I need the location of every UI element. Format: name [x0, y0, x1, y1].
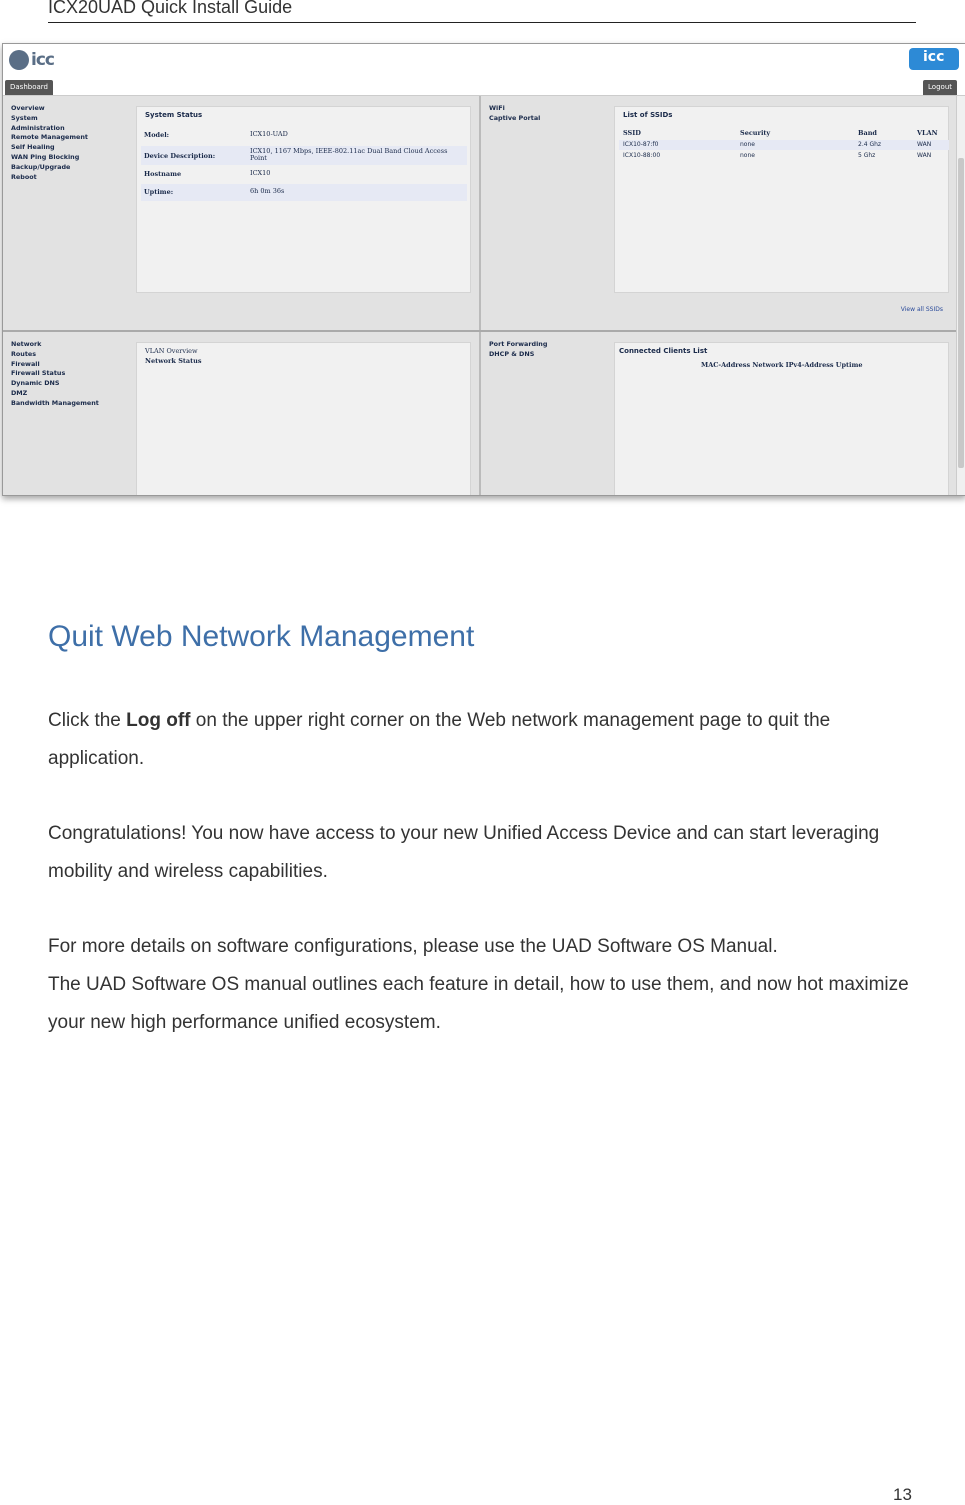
network-nav: [11, 340, 99, 409]
network-status-label: Network Status: [145, 357, 202, 365]
icc-logo: [9, 50, 67, 72]
icc-logo-badge: [909, 48, 959, 70]
ssid-cell[interactable]: ICX10-87:f0: [623, 141, 659, 148]
logo-globe-icon: [9, 50, 29, 70]
horizontal-divider: [3, 330, 965, 332]
ssid-cell: WAN: [917, 141, 932, 148]
system-status-panel: [136, 106, 471, 293]
dashboard-button[interactable]: Dashboard: [5, 80, 53, 95]
nav-item-port-forwarding[interactable]: Port Forwarding: [489, 340, 548, 348]
system-nav: [11, 104, 88, 182]
page-number: 13: [893, 1485, 912, 1504]
nav-item-backup-upgrade[interactable]: Backup/Upgrade: [11, 162, 71, 171]
nav-item-dmz[interactable]: DMZ: [11, 388, 28, 397]
ssid-cell[interactable]: ICX10-88:00: [623, 152, 661, 159]
nav-item-remote-management[interactable]: Remote Management: [11, 133, 88, 142]
system-status-title: System Status: [145, 111, 203, 119]
scrollbar-thumb[interactable]: [958, 158, 964, 468]
status-key: Hostname: [144, 170, 182, 178]
paragraph-congratulations: Congratulations! You now have access to your new Unified Access Device and can start leveraging mobility and wireless capabilities.: [48, 823, 880, 882]
p3-line2: The UAD Software OS manual outlines each feature in detail, how to use them, and now hot maximize your new high performance unified ecosystem.: [48, 974, 909, 1033]
logo-badge-text: icc: [923, 49, 945, 65]
status-key: Model:: [144, 131, 170, 139]
logo-text: icc: [31, 50, 54, 70]
nav-item-dhcp-dns[interactable]: DHCP & DNS: [489, 349, 535, 358]
ssid-header-ssid: SSID: [623, 129, 641, 137]
status-value: ICX10, 1167 Mbps, IEEE-802.11ac Dual Band Cloud Access Point: [250, 147, 448, 162]
nav-item-firewall-status[interactable]: Firewall Status: [11, 369, 66, 378]
status-value: ICX10: [250, 169, 271, 177]
view-all-ssids-link[interactable]: View all SSIDs: [900, 306, 943, 313]
nav-item-wan-ping-blocking[interactable]: WAN Ping Blocking: [11, 152, 80, 161]
status-value: 6h 0m 36s: [250, 187, 285, 195]
status-row-uptime: [141, 184, 467, 201]
document-header-title: ICX20UAD Quick Install Guide: [48, 0, 293, 17]
ssid-header-band: Band: [858, 129, 877, 137]
dashboard-topbar: [3, 44, 965, 96]
scrollbar[interactable]: [956, 96, 965, 495]
paragraph-more-details: [48, 928, 918, 1042]
ssid-header-vlan: VLAN: [917, 129, 938, 137]
status-row-model: [141, 127, 467, 144]
ssid-row-highlight: [619, 140, 949, 150]
connected-clients-title: Connected Clients List: [619, 347, 708, 355]
nav-item-self-healing[interactable]: Self Healing: [11, 143, 55, 152]
nav-item-wifi[interactable]: WiFi: [489, 104, 505, 112]
nav-item-bandwidth-management[interactable]: Bandwidth Management: [11, 398, 99, 407]
vertical-divider: [479, 96, 481, 495]
ssid-cell: none: [740, 152, 755, 159]
nav-item-firewall[interactable]: Firewall: [11, 359, 40, 368]
vlan-overview-title: VLAN Overview: [145, 347, 198, 355]
p3-line1: For more details on software configurations, please use the UAD Software OS Manual.: [48, 936, 778, 957]
ssid-cell: 2.4 Ghz: [858, 141, 882, 148]
status-key: Uptime:: [144, 188, 174, 196]
p1-after: on the upper right corner on the Web network management page to quit the application.: [48, 710, 831, 769]
logout-button[interactable]: Logout: [923, 80, 957, 95]
status-row-description: [141, 146, 467, 165]
header-divider: [48, 22, 916, 23]
ssid-list-panel: [614, 106, 949, 293]
nav-item-network[interactable]: Network: [11, 340, 42, 348]
wifi-quadrant: [481, 96, 957, 330]
ssid-cell: WAN: [917, 152, 932, 159]
nav-item-system[interactable]: System: [11, 113, 38, 122]
dashboard-screenshot: [2, 43, 965, 496]
forwarding-quadrant: [481, 332, 957, 495]
vlan-overview-panel: [136, 342, 471, 496]
nav-item-dynamic-dns[interactable]: Dynamic DNS: [11, 379, 60, 388]
forwarding-nav: [489, 340, 547, 360]
p1-bold: Log off: [126, 710, 191, 731]
paragraph-logoff: [48, 702, 918, 778]
system-quadrant: [3, 96, 479, 330]
wifi-nav: [489, 104, 540, 124]
status-row-hostname: [141, 166, 467, 183]
ssid-cell: none: [740, 141, 755, 148]
ssid-header-security: Security: [740, 129, 771, 137]
ssid-list-title: List of SSIDs: [623, 111, 673, 119]
status-value: ICX10-UAD: [250, 130, 288, 138]
connected-clients-panel: [614, 342, 949, 496]
nav-item-administration[interactable]: Administration: [11, 123, 65, 132]
p1-before: Click the: [48, 710, 127, 731]
ssid-cell: 5 Ghz: [858, 152, 876, 159]
nav-item-reboot[interactable]: Reboot: [11, 172, 37, 181]
connected-clients-headers: MAC-Address Network IPv4-Address Uptime: [701, 361, 863, 369]
nav-item-captive-portal[interactable]: Captive Portal: [489, 113, 541, 122]
network-quadrant: [3, 332, 479, 495]
nav-item-overview[interactable]: Overview: [11, 104, 45, 112]
section-title: Quit Web Network Management: [48, 620, 475, 653]
status-key: Device Description:: [144, 152, 216, 160]
nav-item-routes[interactable]: Routes: [11, 349, 37, 358]
